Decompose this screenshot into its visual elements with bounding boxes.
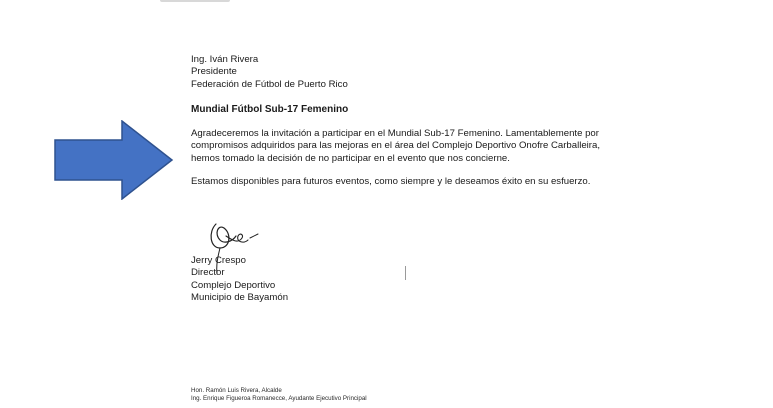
recipient-title: Presidente	[191, 66, 237, 78]
footer-line-1: Hon. Ramón Luis Rivera, Alcalde	[191, 387, 282, 394]
footer-line-2: Ing. Enrique Figueroa Romanecce, Ayudante Ejecutivo Principal	[191, 395, 367, 402]
cropped-header-text	[160, 0, 230, 2]
recipient-organization: Federación de Fútbol de Puerto Rico	[191, 78, 348, 90]
scan-mark	[405, 266, 406, 280]
paragraph-1-line: Agradeceremos la invitación a participar en el Mundial Sub-17 Femenino. Lamentablemente por	[191, 128, 599, 140]
paragraph-1-line: hemos tomado la decisión de no participar en el evento que nos concierne.	[191, 152, 510, 164]
recipient-block	[191, 54, 661, 91]
recipient-name: Ing. Iván Rivera	[191, 54, 259, 65]
right-arrow-icon	[54, 120, 174, 200]
sender-title: Director	[191, 267, 225, 279]
letter-body	[191, 54, 661, 188]
paragraph-2: Estamos disponibles para futuros eventos, como siempre y le deseamos éxito en su esfuerzo.	[191, 176, 591, 188]
letter-subject: Mundial Fútbol Sub-17 Femenino	[191, 103, 349, 115]
letter-footer	[191, 387, 367, 403]
sender-name: Jerry Crespo	[191, 255, 246, 266]
paragraph-1-line: compromisos adquiridos para las mejoras en el área del Complejo Deportivo Onofre Carballeira,	[191, 140, 600, 152]
sender-block	[191, 255, 288, 304]
sender-organization: Complejo Deportivo	[191, 279, 276, 291]
sender-municipality: Municipio de Bayamón	[191, 291, 289, 303]
paragraph-1	[191, 128, 661, 165]
